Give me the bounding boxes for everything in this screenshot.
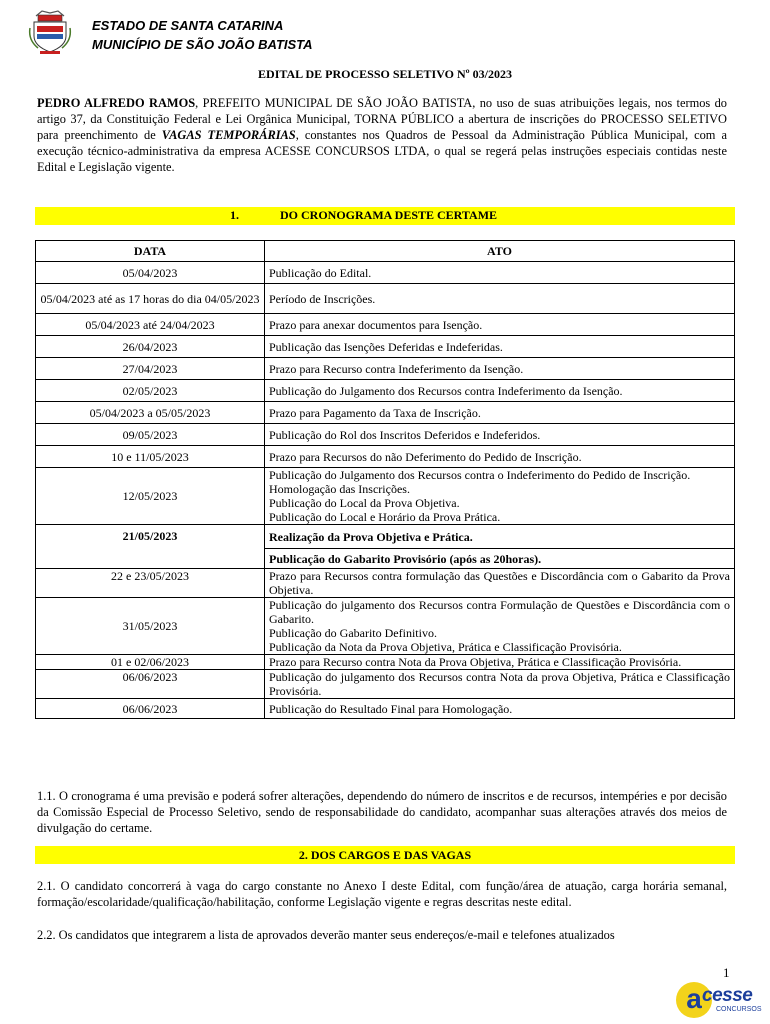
section-1-title: DO CRONOGRAMA DESTE CERTAME [280,208,498,222]
row-date: 06/06/2023 [36,699,265,719]
section-1-heading [35,207,735,225]
paragraph-1-1: 1.1. O cronograma é uma previsão e poderá sofrer alterações, dependendo do número de inscritos e de recursos, intempéries e por decisão da Comissão Especial de Processo Seletivo, sendo de responsabilidade do candidato, acompanhar suas alterações através dos meios de divulgação do certame. [37,789,727,835]
row-act: Prazo para anexar documentos para Isenção. [265,314,735,336]
row-date: 31/05/2023 [36,598,265,655]
row-act: Prazo para Recursos do não Deferimento do Pedido de Inscrição. [265,446,735,468]
table-row [36,655,735,670]
row-date: 26/04/2023 [36,336,265,358]
row-act: Publicação do Rol dos Inscritos Deferidos e Indeferidos. [265,424,735,446]
table-row [36,336,735,358]
row-date: 27/04/2023 [36,358,265,380]
row-date: 05/04/2023 [36,262,265,284]
logo-word: cesse [702,985,753,1006]
paragraph-2-1: 2.1. O candidato concorrerá à vaga do cargo constante no Anexo I deste Edital, com função/área de atuação, carga horária semanal, formação/escolaridade/qualificação/habilitação, conforme Legislação vigente e regras descritas neste edital. [37,879,727,909]
row-act-line: Homologação das Inscrições. [269,482,410,496]
header-municipality: MUNICÍPIO DE SÃO JOÃO BATISTA [92,37,313,52]
table-row [36,380,735,402]
row-act: Prazo para Pagamento da Taxa de Inscrição. [265,402,735,424]
document-title: EDITAL DE PROCESSO SELETIVO Nº 03/2023 [258,67,512,81]
row-date: 22 e 23/05/2023 [36,569,265,598]
table-row [36,525,735,549]
row-act-line: Publicação do Gabarito Definitivo. [269,626,437,640]
section-1-number: 1. [230,208,239,222]
row-act-line: Publicação do Local e Horário da Prova Prática. [269,510,501,524]
row-act-line: Publicação do Local da Prova Objetiva. [269,496,460,510]
section-2-heading: 2. DOS CARGOS E DAS VAGAS [35,846,735,864]
row-date: 09/05/2023 [36,424,265,446]
intro-text-2: , constantes nos Quadros de Pessoal da Administração Pública Municipal, com a execução técnico-administrativa da empresa ACESSE CONCURSOS LTDA, o qual se regerá pelas instruções especiais contidas neste Edital e Legislação vigente. [37,128,727,174]
column-header-date: DATA [36,241,265,262]
mayor-name: PEDRO ALFREDO RAMOS [37,96,196,110]
page-number: 1 [723,965,730,980]
header-state: ESTADO DE SANTA CATARINA [92,18,284,33]
row-date: 06/06/2023 [36,670,265,699]
row-act-line: Publicação da Nota da Prova Objetiva, Prática e Classificação Provisória. [269,640,622,654]
paragraph-2-2: 2.2. Os candidatos que integrarem a lista de aprovados deverão manter seus endereços/e-mail e telefones atualizados [37,928,615,942]
row-date: 05/04/2023 a 05/05/2023 [36,402,265,424]
row-act-line: Publicação do julgamento dos Recursos contra Formulação de Questões e Discordância com o Gabarito. [269,598,730,626]
table-row [36,468,735,525]
table-row [36,446,735,468]
row-date: 02/05/2023 [36,380,265,402]
row-act: Publicação do Edital. [265,262,735,284]
table-row [36,569,735,598]
row-date: 05/04/2023 até as 17 horas do dia 04/05/2023 [36,284,265,314]
row-act: Prazo para Recursos contra formulação das Questões e Discordância com o Gabarito da Prova Objetiva. [265,569,735,598]
row-act: Publicação das Isenções Deferidas e Indeferidas. [265,336,735,358]
table-header-row [36,241,735,262]
schedule-table [35,240,735,719]
row-act: Publicação do julgamento dos Recursos contra Nota da prova Objetiva, Prática e Classificação Provisória. [265,670,735,699]
table-row [36,402,735,424]
table-row [36,670,735,699]
row-act: Realização da Prova Objetiva e Prática. [265,525,735,549]
table-row [36,262,735,284]
table-row [36,358,735,380]
row-act-line: Publicação do Julgamento dos Recursos contra o Indeferimento do Pedido de Inscrição. [269,468,691,482]
row-date: 12/05/2023 [36,468,265,525]
table-row [36,284,735,314]
column-header-act: ATO [265,241,735,262]
row-act: Prazo para Recurso contra Nota da Prova Objetiva, Prática e Classificação Provisória. [265,655,735,670]
table-row [36,314,735,336]
logo-subtitle: CONCURSOS [716,1006,762,1013]
intro-emphasis: VAGAS TEMPORÁRIAS [161,128,296,142]
row-act [265,468,735,525]
row-act: Prazo para Recurso contra Indeferimento da Isenção. [265,358,735,380]
logo-mark: a [676,982,712,1018]
acesse-logo [676,982,760,1018]
row-date: 01 e 02/06/2023 [36,655,265,670]
row-date: 10 e 11/05/2023 [36,446,265,468]
municipal-coat-of-arms-icon [28,10,72,56]
intro-paragraph [37,95,727,175]
table-row [36,598,735,655]
row-date: 21/05/2023 [36,525,265,569]
row-act: Período de Inscrições. [265,284,735,314]
table-row [36,699,735,719]
row-act: Publicação do Gabarito Provisório (após as 20horas). [265,549,735,569]
table-row [36,424,735,446]
intro-text-1: , PREFEITO MUNICIPAL DE SÃO JOÃO BATISTA, no uso de suas atribuições legais, nos termos do artigo 37, da Constituição Federal e Lei Orgânica Municipal, TORNA PÚBLICO a abertura de inscrições do PROCESSO SELETIVO para preenchimento de [37,96,727,142]
row-act: Publicação do Resultado Final para Homologação. [265,699,735,719]
row-date: 05/04/2023 até 24/04/2023 [36,314,265,336]
row-act [265,598,735,655]
row-act: Publicação do Julgamento dos Recursos contra Indeferimento da Isenção. [265,380,735,402]
